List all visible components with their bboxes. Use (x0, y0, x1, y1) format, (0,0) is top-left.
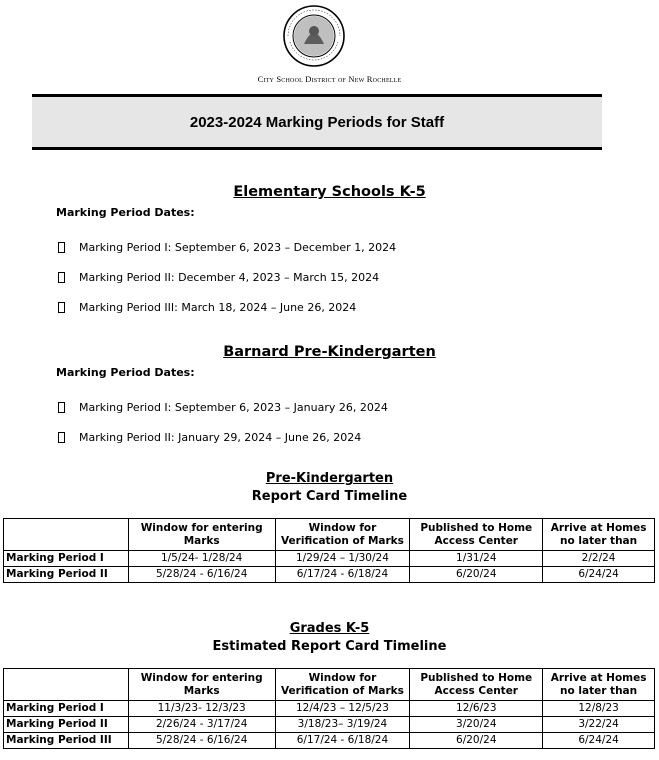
banner-title: 2023-2024 Marking Periods for Staff (189, 113, 445, 131)
table-row: Marking Period II 2/26/24 - 3/17/24 3/18/23– 3/19/24 3/20/24 3/22/24 (4, 717, 655, 733)
bullet-box-icon (58, 242, 65, 253)
prek-table-title (0, 470, 659, 506)
bullet-box-icon (58, 272, 65, 283)
table-header-row: Window for entering Marks Window for Verification of Marks Published to Home Access Center Arrive at Homes no later than (4, 519, 655, 551)
table-row: Marking Period I 1/5/24- 1/28/24 1/29/24 – 1/30/24 1/31/24 2/2/24 (4, 551, 655, 567)
prek-subtitle: Report Card Timeline (251, 489, 408, 504)
elementary-title: Elementary Schools K-5 (233, 184, 426, 200)
table-row: Marking Period III 5/28/24 - 6/16/24 6/17/24 - 6/18/24 6/20/24 6/24/24 (4, 733, 655, 749)
prek-title: Pre-Kindergarten (265, 471, 394, 486)
title-banner (32, 94, 602, 150)
k5-timeline-table (3, 668, 655, 749)
list-item: Marking Period II: January 29, 2024 – June 26, 2024 (58, 431, 361, 444)
list-item: Marking Period II: December 4, 2023 – March 15, 2024 (58, 271, 379, 284)
bullet-box-icon (58, 432, 65, 443)
k5-table-title (0, 620, 659, 656)
table-row: Marking Period II 5/28/24 - 6/16/24 6/17/24 - 6/18/24 6/20/24 6/24/24 (4, 567, 655, 583)
table-row: Marking Period I 11/3/23- 12/3/23 12/4/23 – 12/5/23 12/6/23 12/8/23 (4, 701, 655, 717)
district-name: City School District of New Rochelle (257, 74, 402, 84)
barnard-title: Barnard Pre-Kindergarten (223, 344, 436, 360)
k5-title: Grades K-5 (289, 621, 370, 636)
bullet-box-icon (58, 302, 65, 313)
prek-timeline-table (3, 518, 655, 583)
table-header-row: Window for entering Marks Window for Verification of Marks Published to Home Access Center Arrive at Homes no later than (4, 669, 655, 701)
barnard-dates-label: Marking Period Dates: (56, 366, 195, 379)
list-item: Marking Period I: September 6, 2023 – January 26, 2024 (58, 401, 388, 414)
list-item: Marking Period III: March 18, 2024 – June 26, 2024 (58, 301, 356, 314)
board-of-education-seal (282, 4, 346, 68)
list-item: Marking Period I: September 6, 2023 – December 1, 2024 (58, 241, 396, 254)
k5-subtitle: Estimated Report Card Timeline (212, 639, 447, 654)
bullet-box-icon (58, 402, 65, 413)
elementary-dates-label: Marking Period Dates: (56, 206, 195, 219)
